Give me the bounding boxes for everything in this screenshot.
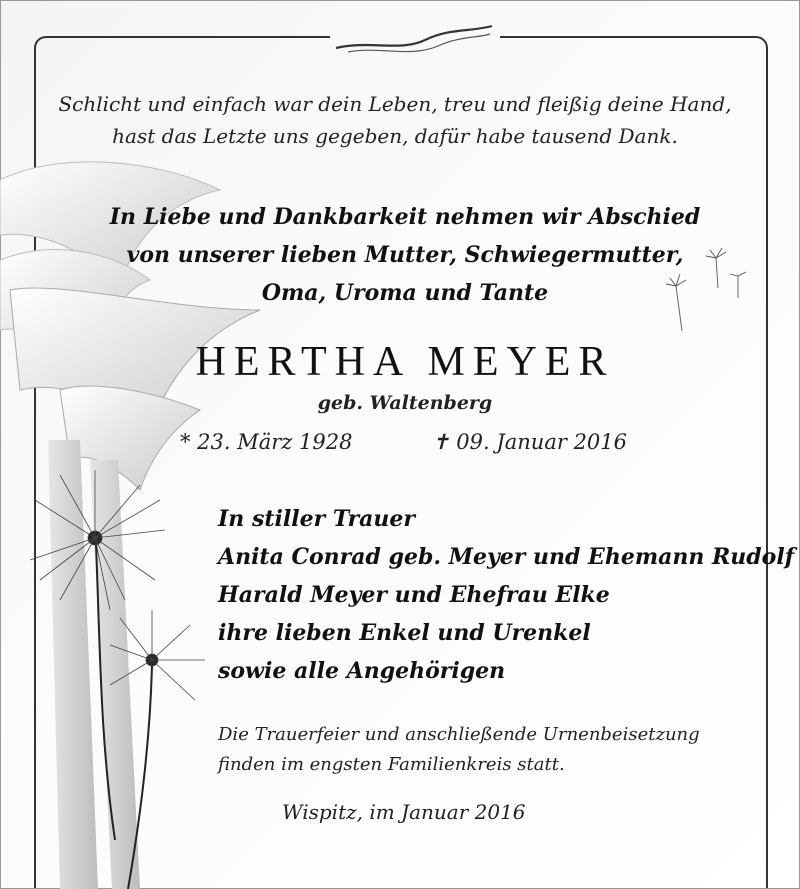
mourner-line: Anita Conrad geb. Meyer und Ehemann Rudolf <box>218 544 795 570</box>
notice-line: finden im engsten Familienkreis statt. <box>218 754 565 775</box>
mourner-line: ihre lieben Enkel und Urenkel <box>218 620 591 646</box>
funeral-notice <box>218 720 700 780</box>
intro-line: von unserer lieben Mutter, Schwiegermutter, <box>126 242 684 268</box>
mourner-line: Harald Meyer und Ehefrau Elke <box>218 582 610 608</box>
verse-line: hast das Letzte uns gegeben, dafür habe tausend Dank. <box>112 124 678 148</box>
maiden-name: geb. Waltenberg <box>317 392 493 414</box>
frame-flourish-icon <box>330 18 500 62</box>
intro-line: In Liebe und Dankbarkeit nehmen wir Abschied <box>109 204 701 230</box>
mourner-line: sowie alle Angehörigen <box>218 658 506 684</box>
intro-line: Oma, Uroma und Tante <box>261 280 549 306</box>
notice-line: Die Trauerfeier und anschließende Urnenbeisetzung <box>218 724 700 745</box>
mourners-list <box>218 500 794 690</box>
mourner-line: In stiller Trauer <box>218 506 416 532</box>
death-date: ✝ 09. Januar 2016 <box>432 430 628 454</box>
farewell-intro <box>80 198 730 312</box>
place-and-date: Wispitz, im Januar 2016 <box>282 800 526 824</box>
birth-date: * 23. März 1928 <box>180 430 353 454</box>
verse-line: Schlicht und einfach war dein Leben, treu und fleißig deine Hand, <box>58 92 732 116</box>
deceased-name: HERTHA MEYER <box>195 339 615 385</box>
memorial-verse <box>30 88 760 152</box>
